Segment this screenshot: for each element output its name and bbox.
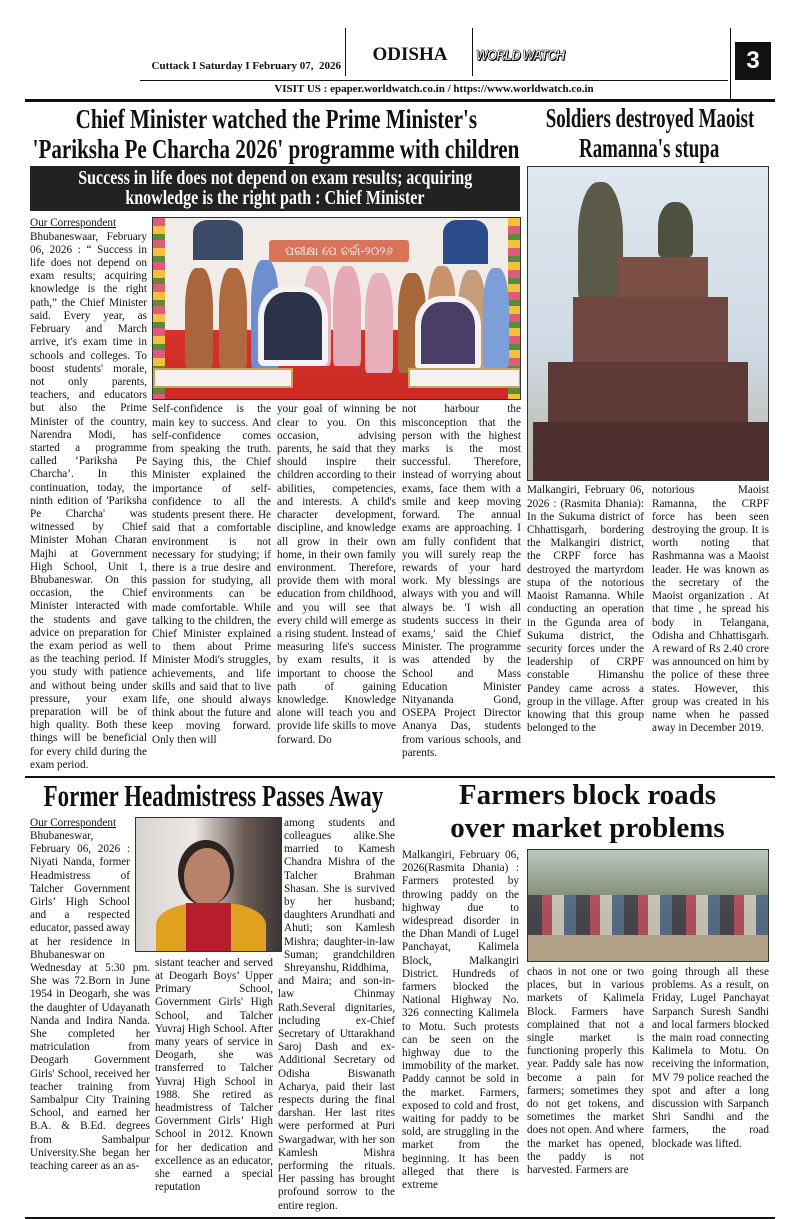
page-number: 3 xyxy=(735,42,771,80)
visit-us: VISIT US : epaper.worldwatch.co.in / https://www.worldwatch.co.in xyxy=(274,83,594,95)
obituary-column-3a: among students and colleagues alike.She married to Kamesh Chandra Mishra of the Talcher Brahman Shasan. She is survived by her husband; daughters Arundhati and Ahuti; son Kamlesh Mishra; daughter-in-law Suman; grandchildren Shreyanshu, Riddhima, xyxy=(284,816,395,974)
article-text: Bhubaneswar, February 06, 2026 : Niyati Nanda, former Headmistress of Talcher Government Girls’ High School and a respected educator, passed away at her residence in Bhubaneswar on xyxy=(30,829,130,961)
farmers-column-3: going through all these problems. As a result, on Friday, Lugel Panchayat Sarpanch Suresh Sandhi and local farmers blocked the main road connecting Kalimela to Motu. On receiving the information, MV 79 police reached the spot and after a long discussion with Sarpanch Shri Sandhi and the farmers, the road blockade was lifted. xyxy=(652,966,769,1150)
banner-line: Success in life does not depend on exam results; acquiring xyxy=(78,167,472,190)
farmers-column-2: chaos in not one or two places, but in various markets of Kalimela Block. Farmers have complained that not a single market is functioning properly this year. Paddy sale has now become a pain for farmers; sometimes they do not get tokens, and sometimes the market does not open. And where the market has opened, the paddy is not harvested. Farmers are xyxy=(527,966,644,1177)
stupa-article xyxy=(527,102,772,735)
dateline: Cuttack I Saturday I February 07, 2026 xyxy=(151,60,341,72)
lead-column-1 xyxy=(30,217,147,772)
obituary-headline xyxy=(30,779,397,814)
bottom-section xyxy=(25,778,775,1213)
article-text: Bhubaneswaar, February 06, 2026 : “ Success in life does not depend on exam results; acquiring knowledge is the right path,” the Chief Minister said. Every year, as February and March arrive, it's exam time in schools and colleges. To boost students' morale, not only parents, teachers, and educators but also the Prime Minister of the country, Narendra Modi, has started a programme called ‘Pariksha Pe Charcha’. In this continuation, today, the ninth edition of 'Pariksha Pe Charcha' was witnessed by Chief Minister Mohan Charan Majhi at Government High School, Unit 1, Bhubaneswar. On this occasion, the Chief Minister interacted with the students and gave advice on preparation for the exam period as well as the teaching period. If you study with patience and without being under pressure, your exam preparation will be of high quality. Both these things will be beneficial for every child during the exam period. xyxy=(30,230,147,771)
masthead-divider xyxy=(345,28,346,76)
obituary-photo xyxy=(135,817,282,952)
lead-column-3: your goal of winning be clear to you. On this occasion, advising parents, he said that they should inspire their children according to their abilities, competencies, and interests. A child's character development, discipline, and knowledge all grow in their own home, in their own family environment. Therefore, provide them with moral education from childhood, and you will see that every child will emerge as a rising student. Instead of measuring life's success by exam results, it is important to choose the path of gaining knowledge. Knowledge alone will teach you and provide life skills to move forward. Do xyxy=(277,403,396,746)
top-section xyxy=(25,102,775,772)
obituary-column-1a xyxy=(30,817,130,962)
masthead-divider xyxy=(730,28,731,100)
obituary-column-2: sistant teacher and served at Deogarh Boys’ Upper Primary School, Government Girls' High School, and Talcher Yuvraj High School. After many years of service in Deogarh, she was transferred to Talcher Yuvraj High School in 1988. She retired as headmistress of Talcher Government Girls’ High School in 2012. Known for her dedication and excellence as an educator, she earned a special reputation xyxy=(155,956,273,1194)
byline: Our Correspondent xyxy=(30,217,117,230)
lead-column-2: Self-confidence is the main key to success. And self-confidence comes from speaking the truth. Saying this, the Chief Minister explained the importance of self-confidence to all the students present there. He said that a comfortable environment is not necessary for studying; if there is a true desire and passion for studying, all environments can be made comfortable. While talking to the children, the Chief Minister explained to them about Prime Minister Modi's struggles, achievements, and life skills and said that to live life, one should always think about the future and keep moving forward. Only then will xyxy=(152,403,271,746)
banner-line: knowledge is the right path : Chief Minister xyxy=(125,187,425,210)
logo: WORLD WATCH xyxy=(476,47,565,64)
headline-line: Soldiers destroyed Maoist xyxy=(545,103,754,133)
obituary-column-3b: and Maira; and son-in-law Chinmay Rath.Several dignitaries, including ex-Chief Secretary of Uttarakhand Saroj Dash and ex-Additional Secretary od Odisha Biswanath Acharya, paid their last respects during the final darshan. Her last rites were performed at Puri Swargadwar, with her son Kamlesh Mishra performing the rituals. Her passing has brought profound sorrow to the entire region. xyxy=(278,975,395,1212)
headline-line: 'Pariksha Pe Charcha 2026' programme with children xyxy=(32,134,520,165)
lead-article xyxy=(25,102,522,772)
stupa-column-1: Malkangiri, February 06, 2026 : (Rasmita Dhania): In the Sukuma district of Chhattisgarh, bordering the Malkangiri district, the CRPF force has destroyed the martyrdom stupa of the notorious Maoist Ramanna. While conducting an operation in the Ggunda area of Sukuma district, the security forces under the leadership of CRPF constable Himanshu Pandey came across a group in the village. After knowing that this group belonged to the xyxy=(527,484,644,735)
photo-banner-text: ପରୀକ୍ଷା ପେ ଚର୍ଚ୍ଚା-୨୦୨୬ xyxy=(269,240,409,262)
section-name: ODISHA xyxy=(372,44,448,65)
masthead-divider xyxy=(472,28,473,76)
lead-column-4: not harbour the misconception that the person with the highest marks is the most successful. Therefore, instead of worrying about exams, face them with a smile and keep moving forward. The annual exams are approaching. I am fully confident that you will surely reap the rewards of your hard work. My blessings are always with you and will always be. 'I wish all students success in their exams,' said the Chief Minister. The programme was attended by the School and Mass Education Minister Nityananda Gond, OSEPA Project Director Ananya Das, students from various schools, and parents. xyxy=(402,403,521,759)
page-body xyxy=(25,102,775,1219)
obituary-article xyxy=(25,778,397,1213)
farmers-headline xyxy=(400,779,775,845)
lead-subheadline-banner xyxy=(30,166,520,211)
stupa-column-2: notorious Maoist Ramanna, the CRPF force has been seen destroying the group. It is worth noting that Rashmanna was a Maoist leader. He was known as the secretary of the Maoist organization . At that time , he spread his body in Telangana, Odisha and Chhattisgarh. A reward of Rs 2.40 crore was announced on him by the police of these three states. However, this group was created in his name when he passed away in December 2019. xyxy=(652,484,769,735)
headline-line: Chief Minister watched the Prime Minister's xyxy=(75,104,477,134)
byline: Our Correspondent xyxy=(30,816,117,829)
headline-line: Farmers block roads xyxy=(458,779,717,811)
lead-headline xyxy=(30,104,522,164)
farmers-column-1: Malkangiri, February 06, 2026(Rasmita Dhania) : Farmers protested by throwing paddy on the highway due to widespread disorder in the Dhan Mandi of Lugel Panchayat, Kalimela Block, Malkangiri District. Hundreds of farmers blocked the National Highway No. 326 connecting Kalimela to Motu. Such protests can be seen on the highway due to the immobility of the market. Paddy cannot be sold in the market. Farmers, exposed to cold and frost, waiting for paddy to be sold, are struggling in the market from the beginning. It has been alleged that there is extreme xyxy=(402,849,519,1192)
headline-line: Ramanna's stupa xyxy=(579,133,720,164)
headline-line: Former Headmistress Passes Away xyxy=(43,778,384,813)
obituary-column-1b: Wednesday at 5:30 pm. She was 72.Born in June 1954 in Deogarh, she was the daughter of Udayanath Nanda and Indira Nanda. She completed her matriculation from Deogarh Government Girls' School, received her teacher training from Sambalpur City Training School, and earned her B.A. & B.Ed. degrees from Sambalpur University.She began her teaching career as an as- xyxy=(30,961,150,1172)
farmers-article xyxy=(400,778,775,1192)
stupa-photo xyxy=(527,166,769,481)
headline-line: over market problems xyxy=(450,812,725,844)
stupa-headline xyxy=(527,103,772,163)
lead-photo xyxy=(152,217,521,400)
farmers-photo xyxy=(527,849,769,962)
